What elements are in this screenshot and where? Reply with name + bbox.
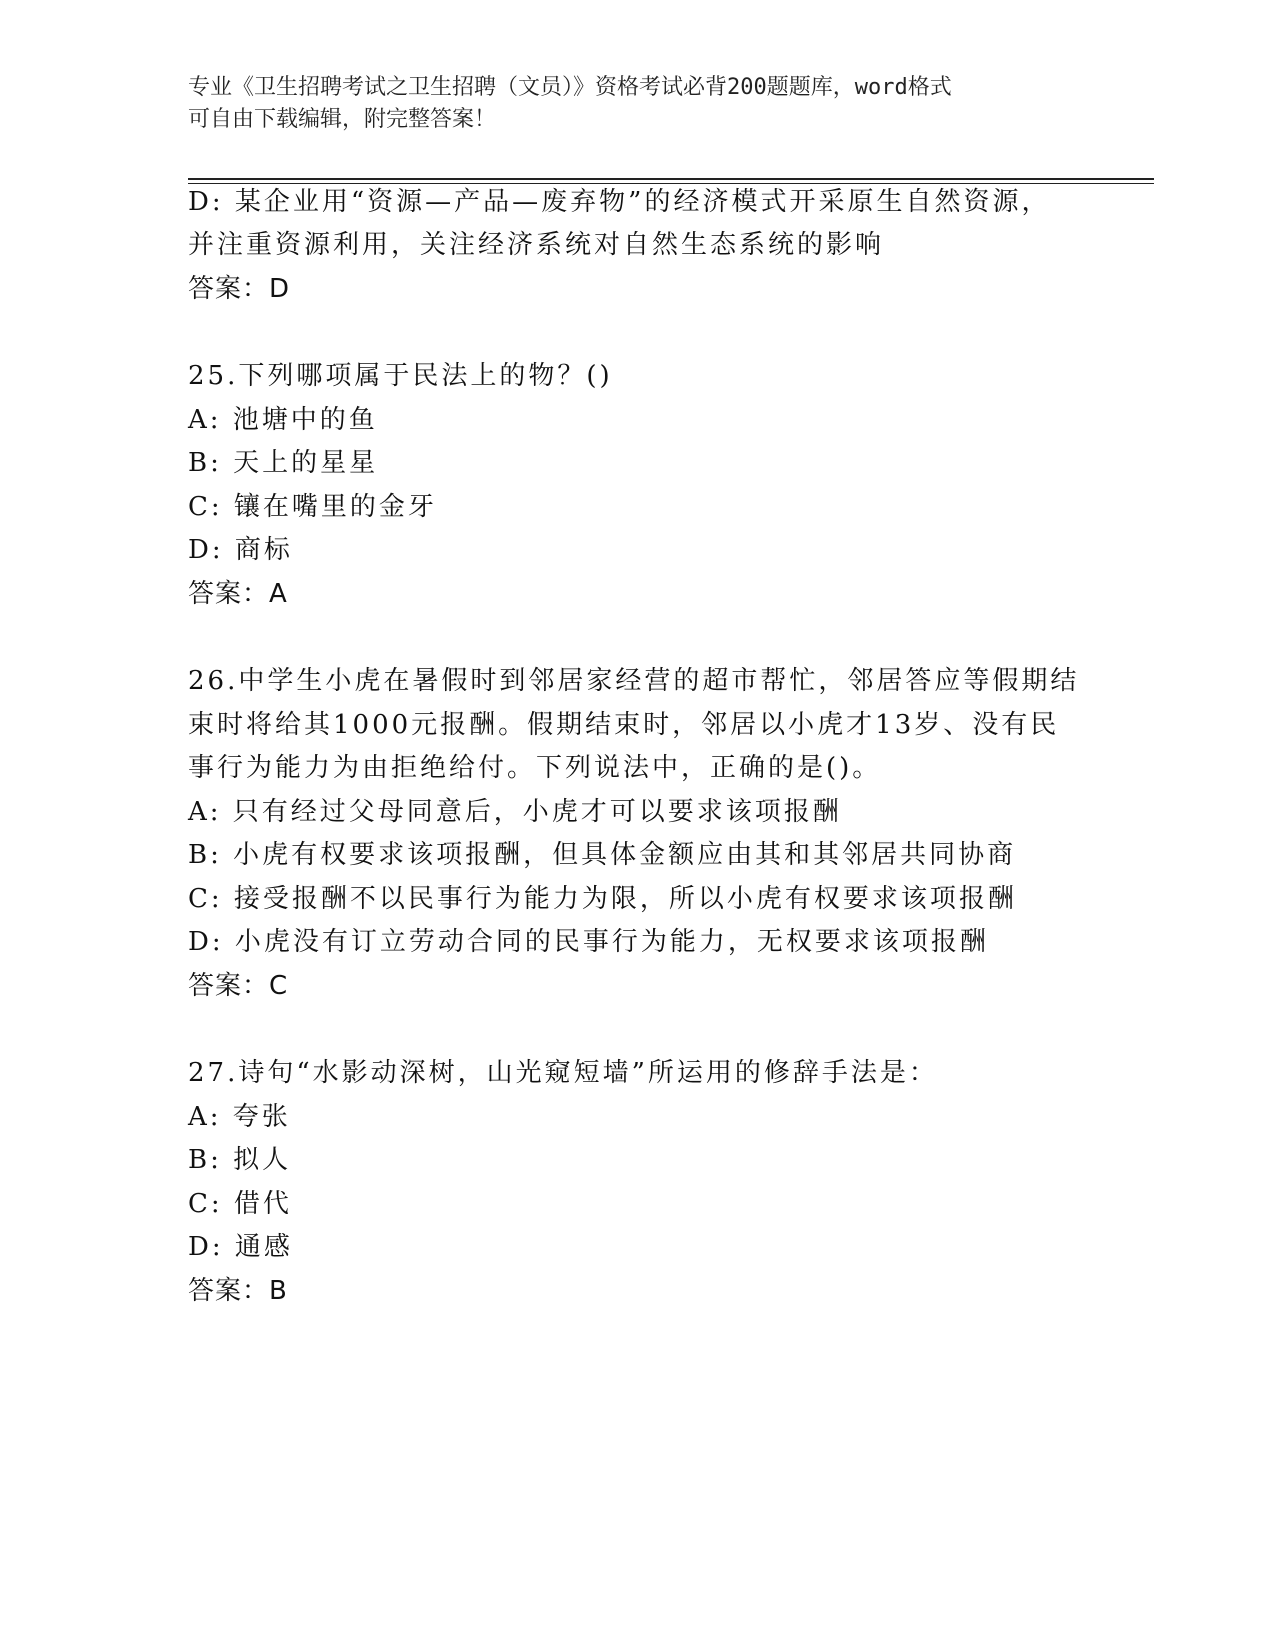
question-26-answer: 答案：C [188, 971, 289, 1001]
question-26-stem-line-2: 束时将给其1000元报酬。假期结束时，邻居以小虎才13岁、没有民 [188, 710, 1060, 740]
question-25-stem: 25.下列哪项属于民法上的物？() [188, 361, 613, 391]
question-27-stem: 27.诗句“水影动深树，山光窥短墙”所运用的修辞手法是： [188, 1058, 938, 1088]
question-25-answer: 答案：A [188, 579, 288, 609]
question-25-option-d: D: 商标 [188, 535, 293, 565]
header-line-1: 专业《卫生招聘考试之卫生招聘（文员）》资格考试必背200题题库，word格式 [188, 75, 952, 100]
document-header [188, 72, 1088, 136]
question-26-stem-line-1: 26.中学生小虎在暑假时到邻居家经营的超市帮忙，邻居答应等假期结 [188, 666, 1080, 696]
question-25-option-b: B: 天上的星星 [188, 448, 379, 478]
question-26-option-b: B: 小虎有权要求该项报酬，但具体金额应由其和其邻居共同协商 [188, 840, 1017, 870]
header-divider-thick [188, 178, 1154, 180]
question-27-option-b: B: 拟人 [188, 1145, 292, 1175]
question-26-stem-line-3: 事行为能力为由拒绝给付。下列说法中，正确的是()。 [188, 753, 882, 783]
question-25-option-a: A: 池塘中的鱼 [188, 405, 378, 435]
question-26-option-d: D: 小虎没有订立劳动合同的民事行为能力，无权要求该项报酬 [188, 927, 989, 957]
question-27-option-d: D: 通感 [188, 1232, 293, 1262]
question-26-option-c: C: 接受报酬不以民事行为能力为限，所以小虎有权要求该项报酬 [188, 884, 1017, 914]
question-27-answer: 答案：B [188, 1276, 288, 1306]
carryover-option-d-line-1: D: 某企业用“资源—产品—废弃物”的经济模式开采原生自然资源， [188, 187, 1051, 217]
carryover-option-d-line-2: 并注重资源利用，关注经济系统对自然生态系统的影响 [188, 230, 885, 260]
question-27-option-c: C: 借代 [188, 1189, 292, 1219]
header-line-2: 可自由下载编辑，附完整答案！ [188, 107, 497, 132]
question-25-option-c: C: 镶在嘴里的金牙 [188, 492, 437, 522]
header-divider-thin [188, 183, 1154, 184]
question-26-option-a: A: 只有经过父母同意后，小虎才可以要求该项报酬 [188, 797, 842, 827]
question-27-option-a: A: 夸张 [188, 1102, 291, 1132]
carryover-answer: 答案：D [188, 274, 291, 304]
